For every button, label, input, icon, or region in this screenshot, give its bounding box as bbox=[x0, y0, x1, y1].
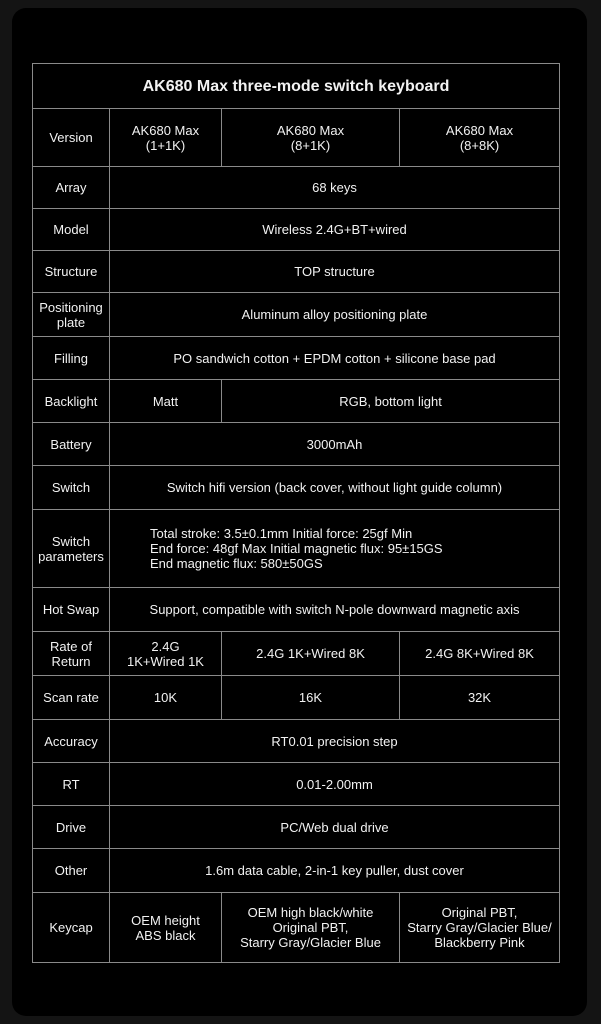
table-title: AK680 Max three-mode switch keyboard bbox=[33, 64, 560, 109]
row-label: Switch parameters bbox=[33, 510, 110, 588]
title-row bbox=[33, 64, 560, 109]
row-label: Structure bbox=[33, 251, 110, 293]
row-backlight bbox=[33, 380, 560, 423]
version-8-1k: AK680 Max (8+1K) bbox=[222, 109, 400, 167]
row-label: Backlight bbox=[33, 380, 110, 423]
row-rt bbox=[33, 763, 560, 806]
scan-10k: 10K bbox=[110, 676, 222, 720]
row-value: 68 keys bbox=[110, 167, 560, 209]
row-accuracy bbox=[33, 720, 560, 763]
row-rate-of-return bbox=[33, 632, 560, 676]
row-label: Drive bbox=[33, 806, 110, 849]
row-value: Total stroke: 3.5±0.1mm Initial force: 25gf Min End force: 48gf Max Initial magnetic flux: 95±15GS End magnetic flux: 580±50GS bbox=[110, 510, 560, 588]
row-label: Other bbox=[33, 849, 110, 893]
row-value: PO sandwich cotton + EPDM cotton + silicone base pad bbox=[110, 337, 560, 380]
row-value: 1.6m data cable, 2-in-1 key puller, dust cover bbox=[110, 849, 560, 893]
row-hot-swap bbox=[33, 588, 560, 632]
row-value: RT0.01 precision step bbox=[110, 720, 560, 763]
row-label: Keycap bbox=[33, 893, 110, 963]
row-label: Array bbox=[33, 167, 110, 209]
row-value: TOP structure bbox=[110, 251, 560, 293]
spec-table bbox=[32, 63, 560, 963]
row-value: Support, compatible with switch N-pole downward magnetic axis bbox=[110, 588, 560, 632]
row-other bbox=[33, 849, 560, 893]
row-scan-rate bbox=[33, 676, 560, 720]
row-version bbox=[33, 109, 560, 167]
row-positioning-plate bbox=[33, 293, 560, 337]
version-8-8k: AK680 Max (8+8K) bbox=[400, 109, 560, 167]
row-value: Switch hifi version (back cover, without light guide column) bbox=[110, 466, 560, 510]
row-label: Battery bbox=[33, 423, 110, 466]
keycap-oem-pbt: OEM high black/white Original PBT, Starry Gray/Glacier Blue bbox=[222, 893, 400, 963]
row-value: Aluminum alloy positioning plate bbox=[110, 293, 560, 337]
row-structure bbox=[33, 251, 560, 293]
backlight-rgb: RGB, bottom light bbox=[222, 380, 560, 423]
row-keycap bbox=[33, 893, 560, 963]
row-label: RT bbox=[33, 763, 110, 806]
rate-1k: 2.4G 1K+Wired 1K bbox=[110, 632, 222, 676]
row-label: Version bbox=[33, 109, 110, 167]
scan-16k: 16K bbox=[222, 676, 400, 720]
row-drive bbox=[33, 806, 560, 849]
version-1k: AK680 Max (1+1K) bbox=[110, 109, 222, 167]
row-label: Model bbox=[33, 209, 110, 251]
rate-8k-wired: 2.4G 1K+Wired 8K bbox=[222, 632, 400, 676]
row-switch bbox=[33, 466, 560, 510]
row-model bbox=[33, 209, 560, 251]
row-value: PC/Web dual drive bbox=[110, 806, 560, 849]
row-battery bbox=[33, 423, 560, 466]
row-label: Positioning plate bbox=[33, 293, 110, 337]
row-label: Switch bbox=[33, 466, 110, 510]
rate-8k-8k: 2.4G 8K+Wired 8K bbox=[400, 632, 560, 676]
row-label: Filling bbox=[33, 337, 110, 380]
row-value: 3000mAh bbox=[110, 423, 560, 466]
backlight-matt: Matt bbox=[110, 380, 222, 423]
row-array bbox=[33, 167, 560, 209]
keycap-abs: OEM height ABS black bbox=[110, 893, 222, 963]
row-label: Accuracy bbox=[33, 720, 110, 763]
row-label: Scan rate bbox=[33, 676, 110, 720]
row-filling bbox=[33, 337, 560, 380]
row-switch-parameters bbox=[33, 510, 560, 588]
row-label: Hot Swap bbox=[33, 588, 110, 632]
row-label: Rate of Return bbox=[33, 632, 110, 676]
row-value: Wireless 2.4G+BT+wired bbox=[110, 209, 560, 251]
keycap-original-pbt: Original PBT, Starry Gray/Glacier Blue/ Blackberry Pink bbox=[400, 893, 560, 963]
scan-32k: 32K bbox=[400, 676, 560, 720]
row-value: 0.01-2.00mm bbox=[110, 763, 560, 806]
